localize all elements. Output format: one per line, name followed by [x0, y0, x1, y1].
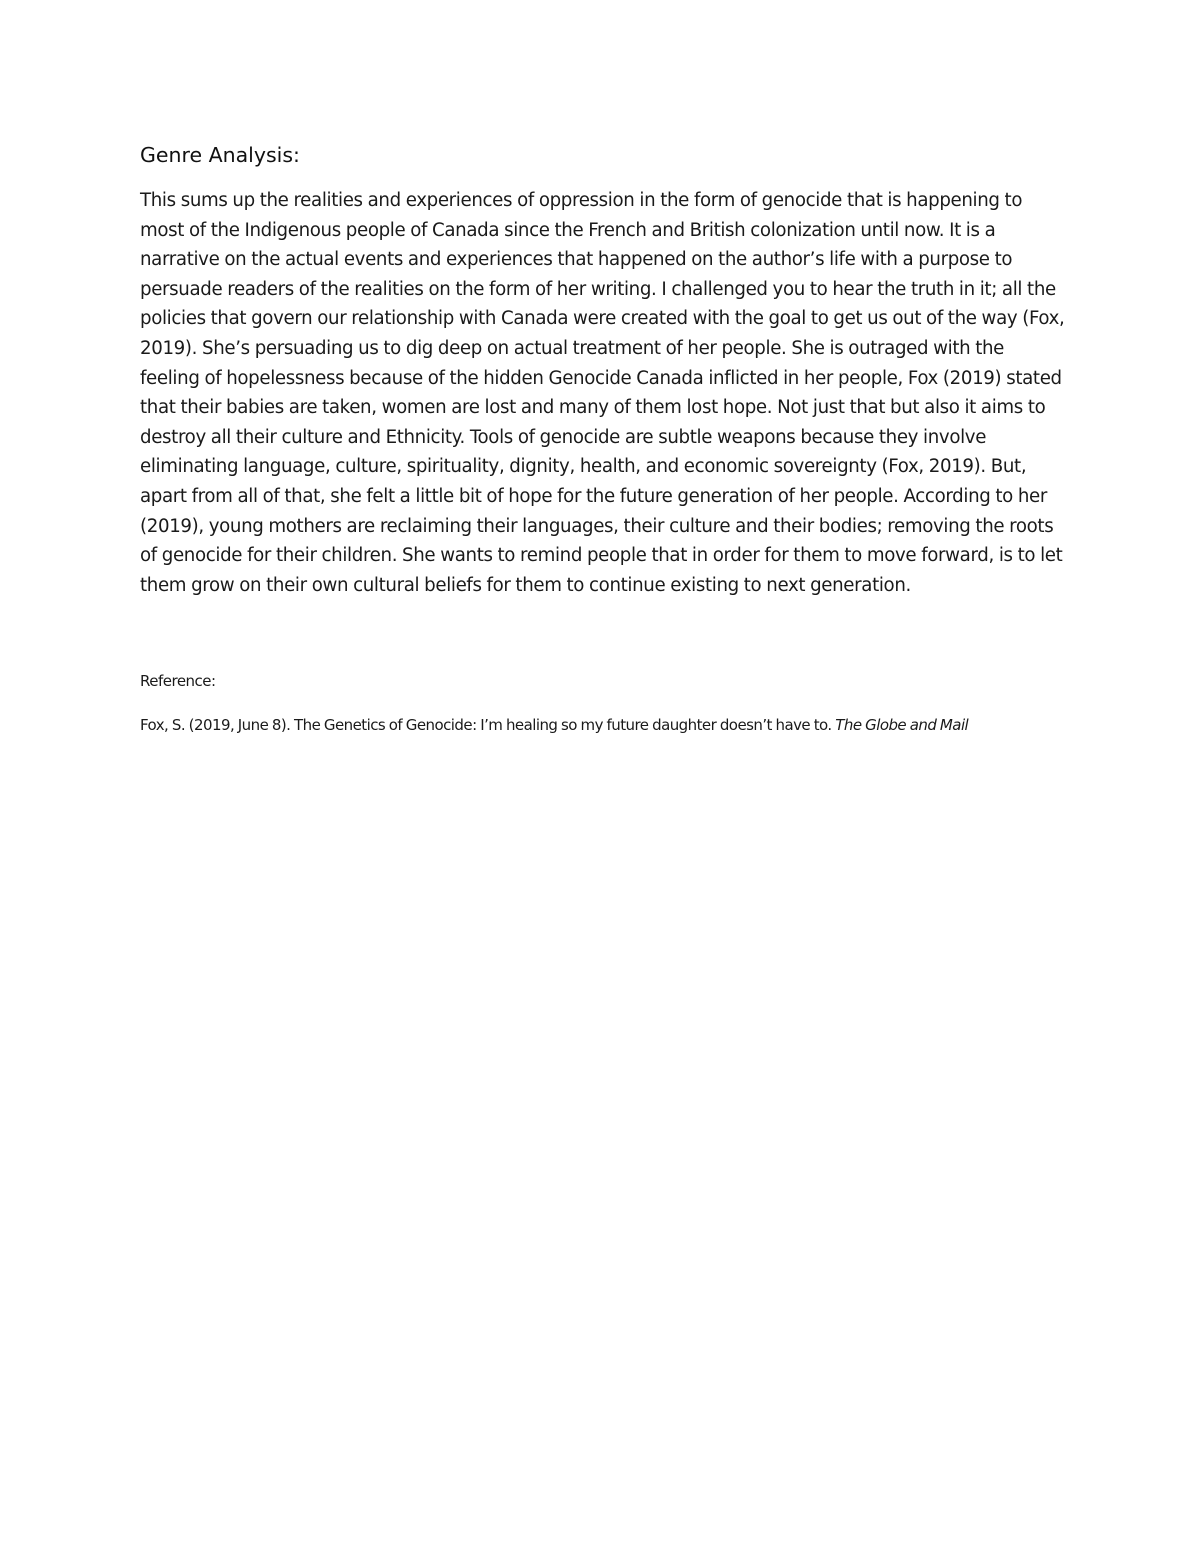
page-title: Genre Analysis: [140, 143, 300, 167]
reference-citation: Fox, S. (2019, June 8). The Genetics of Genocide: I’m healing so my future daughter doesn’t have to. [140, 716, 836, 735]
reference-label: Reference: [140, 672, 216, 691]
reference-source: The Globe and Mail [835, 716, 969, 735]
reference-entry [140, 714, 1065, 736]
body-paragraph: This sums up the realities and experiences of oppression in the form of genocide that is happening to most of the Indigenous people of Canada since the French and British colonization until now. It is a narrative on the actual events and experiences that happened on the author’s life with a purpose to persuade readers of the realities on the form of her writing. I challenged you to hear the truth in it; all the policies that govern our relationship with Canada were created with the goal to get us out of the way (Fox, 2019). She’s persuading us to dig deep on actual treatment of her people. She is outraged with the feeling of hopelessness because of the hidden Genocide Canada inflicted in her people, Fox (2019) stated that their babies are taken, women are lost and many of them lost hope. Not just that but also it aims to destroy all their culture and Ethnicity. Tools of genocide are subtle weapons because they involve eliminating language, culture, spirituality, dignity, health, and economic sovereignty (Fox, 2019). But, apart from all of that, she felt a little bit of hope for the future generation of her people. According to her (2019), young mothers are reclaiming their languages, their culture and their bodies; removing the roots of genocide for their children. She wants to remind people that in order for them to move forward, is to let them grow on their own cultural beliefs for them to continue existing to next generation. [140, 190, 1065, 596]
document-page [140, 140, 1065, 736]
